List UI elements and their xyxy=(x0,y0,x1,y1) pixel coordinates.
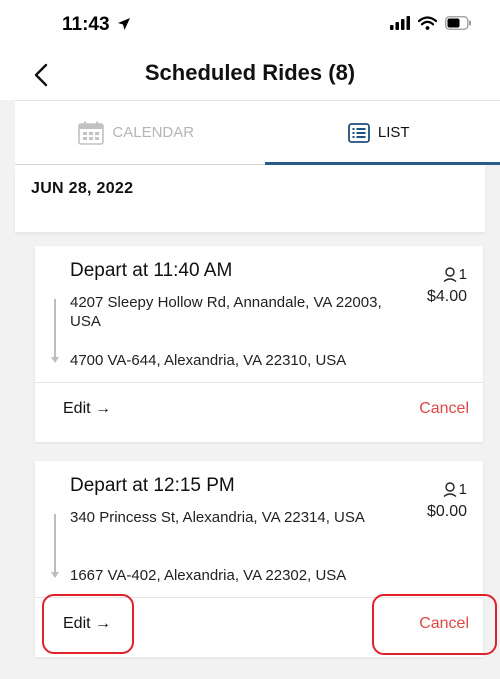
date-label: JUN 28, 2022 xyxy=(31,180,134,197)
status-icons xyxy=(390,16,472,30)
ride-card xyxy=(35,246,483,442)
tab-calendar[interactable] xyxy=(15,101,258,164)
wifi-icon xyxy=(418,16,437,30)
battery-icon xyxy=(445,16,472,30)
highlight-edit-box xyxy=(42,594,134,654)
passenger-count xyxy=(443,266,467,283)
person-icon xyxy=(443,267,457,282)
tab-list-label: LIST xyxy=(377,124,410,141)
status-bar xyxy=(0,0,500,50)
card-divider xyxy=(35,382,483,383)
highlight-cancel-box xyxy=(372,594,497,655)
pickup-address: 4207 Sleepy Hollow Rd, Annandale, VA 22003, USA xyxy=(70,294,382,330)
nav-header xyxy=(0,50,500,100)
cancel-ride-button[interactable]: Cancel xyxy=(419,400,469,417)
fare: $4.00 xyxy=(426,288,467,305)
status-time xyxy=(62,14,131,36)
view-tabs xyxy=(15,100,500,165)
route-line xyxy=(54,299,56,359)
list-icon xyxy=(348,123,370,143)
route-line xyxy=(54,514,56,574)
date-section xyxy=(15,165,485,232)
location-arrow-icon xyxy=(117,17,131,31)
pickup-address: 340 Princess St, Alexandria, VA 22314, USA xyxy=(70,509,365,526)
edit-ride-button[interactable]: Edit → xyxy=(63,400,112,417)
passenger-count-value: 1 xyxy=(458,481,467,498)
page-title: Scheduled Rides (8) xyxy=(144,60,356,85)
person-icon xyxy=(443,482,457,497)
depart-time: Depart at 11:40 AM xyxy=(70,260,233,281)
passenger-count-value: 1 xyxy=(458,266,467,283)
dropoff-address: 1667 VA-402, Alexandria, VA 22302, USA xyxy=(70,567,347,584)
dropoff-address: 4700 VA-644, Alexandria, VA 22310, USA xyxy=(70,352,347,369)
signal-icon xyxy=(390,16,410,30)
route-arrow-icon xyxy=(51,357,59,363)
status-time-text: 11:43 xyxy=(62,14,110,35)
passenger-count xyxy=(443,481,467,498)
route-arrow-icon xyxy=(51,572,59,578)
cancel-ride-button[interactable]: Cancel xyxy=(419,615,469,632)
tab-calendar-label: CALENDAR xyxy=(112,124,195,141)
fare: $0.00 xyxy=(426,503,467,520)
tab-list[interactable] xyxy=(258,101,500,164)
edit-ride-button[interactable]: Edit → xyxy=(63,615,112,632)
depart-time: Depart at 12:15 PM xyxy=(70,475,235,496)
calendar-icon xyxy=(78,121,104,145)
